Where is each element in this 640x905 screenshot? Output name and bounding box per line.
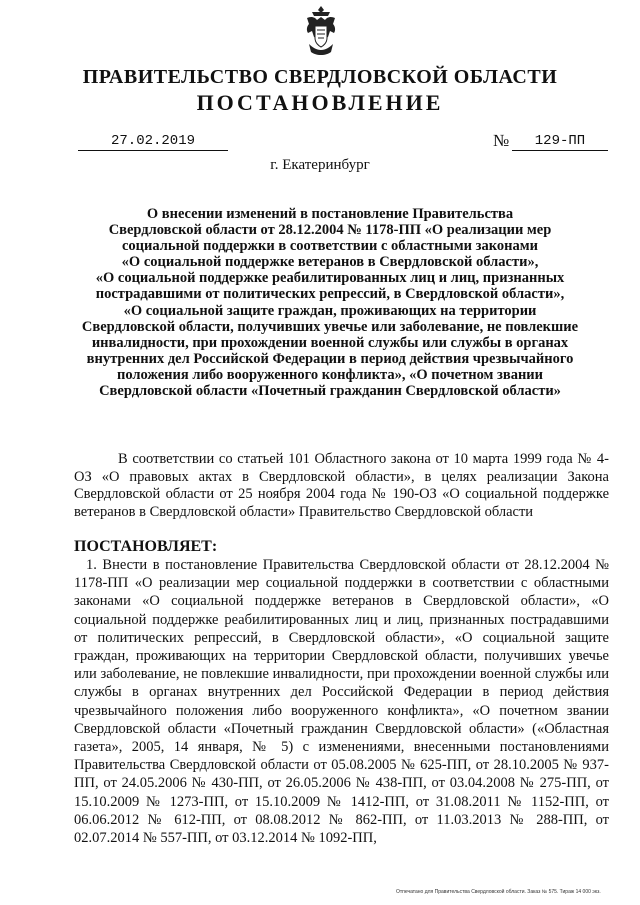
- government-title: ПРАВИТЕЛЬСТВО СВЕРДЛОВСКОЙ ОБЛАСТИ: [82, 66, 558, 88]
- heading-line: положения либо вооруженного конфликта», «О почетном звании: [116, 366, 544, 383]
- document-heading: [60, 206, 600, 399]
- heading-line: Свердловской области, получивших увечье или заболевание, не повлекшие: [81, 318, 579, 335]
- heading-line: социальной поддержки в соответствии с областными законами: [122, 238, 538, 255]
- print-footer: Отпечатано для Правительства Свердловской области. Заказ № 575. Тираж 14 000 экз.: [396, 889, 601, 895]
- paragraph-1: [74, 556, 609, 847]
- heading-line: пострадавшими от политических репрессий, в Свердловской области»,: [95, 286, 565, 303]
- document-number: 129-ПП: [512, 133, 608, 151]
- heading-line: «О социальной поддержке реабилитированных лиц и лиц, признанных: [95, 270, 565, 287]
- document-date: 27.02.2019: [78, 133, 228, 151]
- heading-line: Свердловской области «Почетный гражданин Свердловской области»: [99, 383, 561, 400]
- heading-line: внутренних дел Российской Федерации в период действия чрезвычайного: [86, 350, 574, 367]
- heading-line: «О социальной защите граждан, проживающих на территории: [123, 302, 537, 319]
- paragraph-1-text: 1. Внести в постановление Правительства Свердловской области от 28.12.2004 № 1178-ПП «О реализации мер социальной поддержки в соответствии с областными законами «О социальной поддержке ветеранов в Свердловской области», «О социальной поддержке реабилитированных лиц и лиц, признанных пострадавшими от политических репрессий, в Свердловской области», «О социальной защите граждан, проживающих на территории Свердловской области, получивших увечье или заболевание, не повлекшие инвалидности, при прохождении военной службы или службы в органах внутренних дел Российской Федерации в период действия чрезвычайного положения либо вооруженного конфликта», «О почетном звании Свердловской области «Почетный гражданин Свердловской области» («Областная газета», 2005, 14 января, № 5) с изменениями, внесенными постановлениями Правительства Свердловской области от 05.08.2005 № 625-ПП, от 28.10.2005 № 937-ПП, от 24.05.2006 № 430-ПП, от 26.05.2006 № 438-ПП, от 03.04.2008 № 275-ПП, от 15.10.2009 № 1273-ПП, от 15.10.2009 № 1412-ПП, от 31.08.2011 № 1152-ПП, от 06.06.2012 № 612-ПП, от 08.08.2012 № 862-ПП, от 11.03.2013 № 288-ПП, от 02.07.2014 № 557-ПП, от 03.12.2014 № 1092-ПП,: [74, 557, 609, 847]
- city: г. Екатеринбург: [270, 157, 370, 173]
- document-type: ПОСТАНОВЛЕНИЕ: [196, 90, 444, 115]
- preamble-text: В соответствии со статьей 101 Областного закона от 10 марта 1999 года № 4-ОЗ «О правовых актах в Свердловской области», в целях реализации Закона Свердловской области от 25 ноября 2004 года № 190-ОЗ «О социальной поддержке ветеранов в Свердловской области» Правительство Свердловской области: [74, 451, 609, 520]
- decree-word: ПОСТАНОВЛЯЕТ:: [74, 538, 218, 555]
- preamble-paragraph: [74, 451, 609, 521]
- heading-line: О внесении изменений в постановление Правительства: [146, 206, 514, 222]
- heading-line: инвалидности, при прохождении военной службы или службы в органах: [91, 334, 569, 351]
- coat-of-arms-icon: [301, 4, 341, 56]
- heading-line: «О социальной поддержке ветеранов в Свердловской области»,: [121, 254, 539, 271]
- heading-line: Свердловской области от 28.12.2004 № 1178-ПП «О реализации мер: [108, 222, 552, 239]
- number-sign: №: [493, 131, 510, 150]
